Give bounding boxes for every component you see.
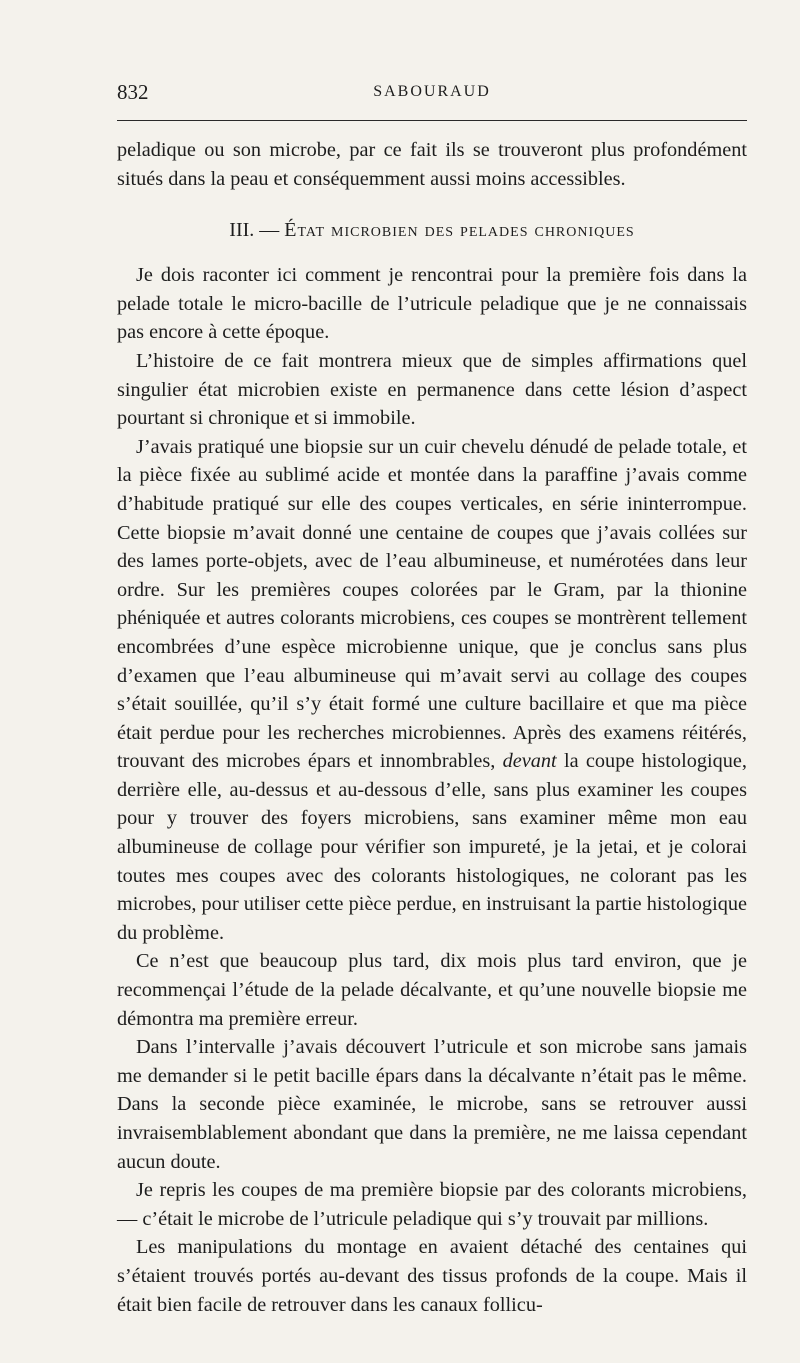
section-numeral: III. — (229, 219, 280, 242)
header-rule (117, 120, 747, 121)
italic-word: devant (502, 750, 557, 773)
paragraph: L’histoire de ce fait montrera mieux que de simples affirmations quel singulier état microbien existe en permanence dans cette lésion d’aspect pourtant si chronique et si immobile. (117, 349, 747, 430)
paragraph: Les manipulations du montage en avaient détaché des centaines qui s’étaient trouvés portés au-devant des tissus profonds de la coupe. Mais il était bien facile de retrouver dans les canaux follicu- (117, 1236, 747, 1316)
paragraph-continued: peladique ou son microbe, par ce fait ils se trouveront plus profondément situés dans la peau et conséquemment aussi moins accessibles. (117, 139, 747, 190)
page-number: 832 (117, 80, 149, 104)
paragraph-text: la coupe histologique, derrière elle, au-dessus et au-dessous d’elle, sans plus examiner les coupes pour y trouver des foyers microbiens, sans examiner même mon eau albumineuse de collage pour vérifier son impureté, je la jetai, et je colorai toutes mes coupes avec des colorants histologiques, ne colorant pas les microbes, pour utiliser cette pièce perdue, en instruisant la partie histologique du problème. (117, 750, 747, 944)
page-header (117, 80, 747, 106)
paragraph: Ce n’est que beaucoup plus tard, dix mois plus tard environ, que je recommençai l’étude de la pelade décalvante, et qu’une nouvelle biopsie me démontra ma première erreur. (117, 950, 747, 1030)
paragraph-biopsy (117, 433, 747, 948)
body-text (117, 136, 747, 1319)
section-title: État microbien des pelades chroniques (284, 219, 635, 242)
section-heading (117, 207, 747, 253)
running-head: SABOURAUD (373, 83, 491, 100)
paragraph: Dans l’intervalle j’avais découvert l’utricule et son microbe sans jamais me demander si le petit bacille épars dans la décalvante n’était pas le même. Dans la seconde pièce examinée, le microbe, sans se retrouver aussi invraisemblablement abondant que dans la première, ne me laissa cependant aucun doute. (117, 1036, 747, 1173)
paragraph: Je repris les coupes de ma première biopsie par des colorants microbiens, — c’était le microbe de l’utricule peladique qui s’y trouvait par millions. (117, 1179, 747, 1230)
paragraph: Je dois raconter ici comment je rencontrai pour la première fois dans la pelade totale le micro-bacille de l’utricule peladique que je ne connaissais pas encore à cette époque. (117, 264, 747, 344)
paragraph-text: J’avais pratiqué une biopsie sur un cuir chevelu dénudé de pelade totale, et la pièce fixée au sublimé acide et montée dans la paraffine j’avais comme d’habitude pratiqué sur elle des coupes verticales, en série ininterrompue. Cette biopsie m’avait donné une centaine de coupes que j’avais collées sur des lames porte-objets, avec de l’eau albumineuse, et numérotées dans leur ordre. Sur les premières coupes colorées par le Gram, par la thionine phéniquée et autres colorants microbiens, ces coupes se montrèrent tellement encombrées d’une espèce microbienne unique, que je conclus sans plus d’examen que l’eau albumineuse qui m’avait servi au collage des coupes s’était souillée, qu’il s’y était formé une culture bacillaire et que ma pièce était perdue pour les recherches microbiennes. Après des examens réitérés, trouvant des microbes épars et innombrables, (117, 435, 747, 773)
